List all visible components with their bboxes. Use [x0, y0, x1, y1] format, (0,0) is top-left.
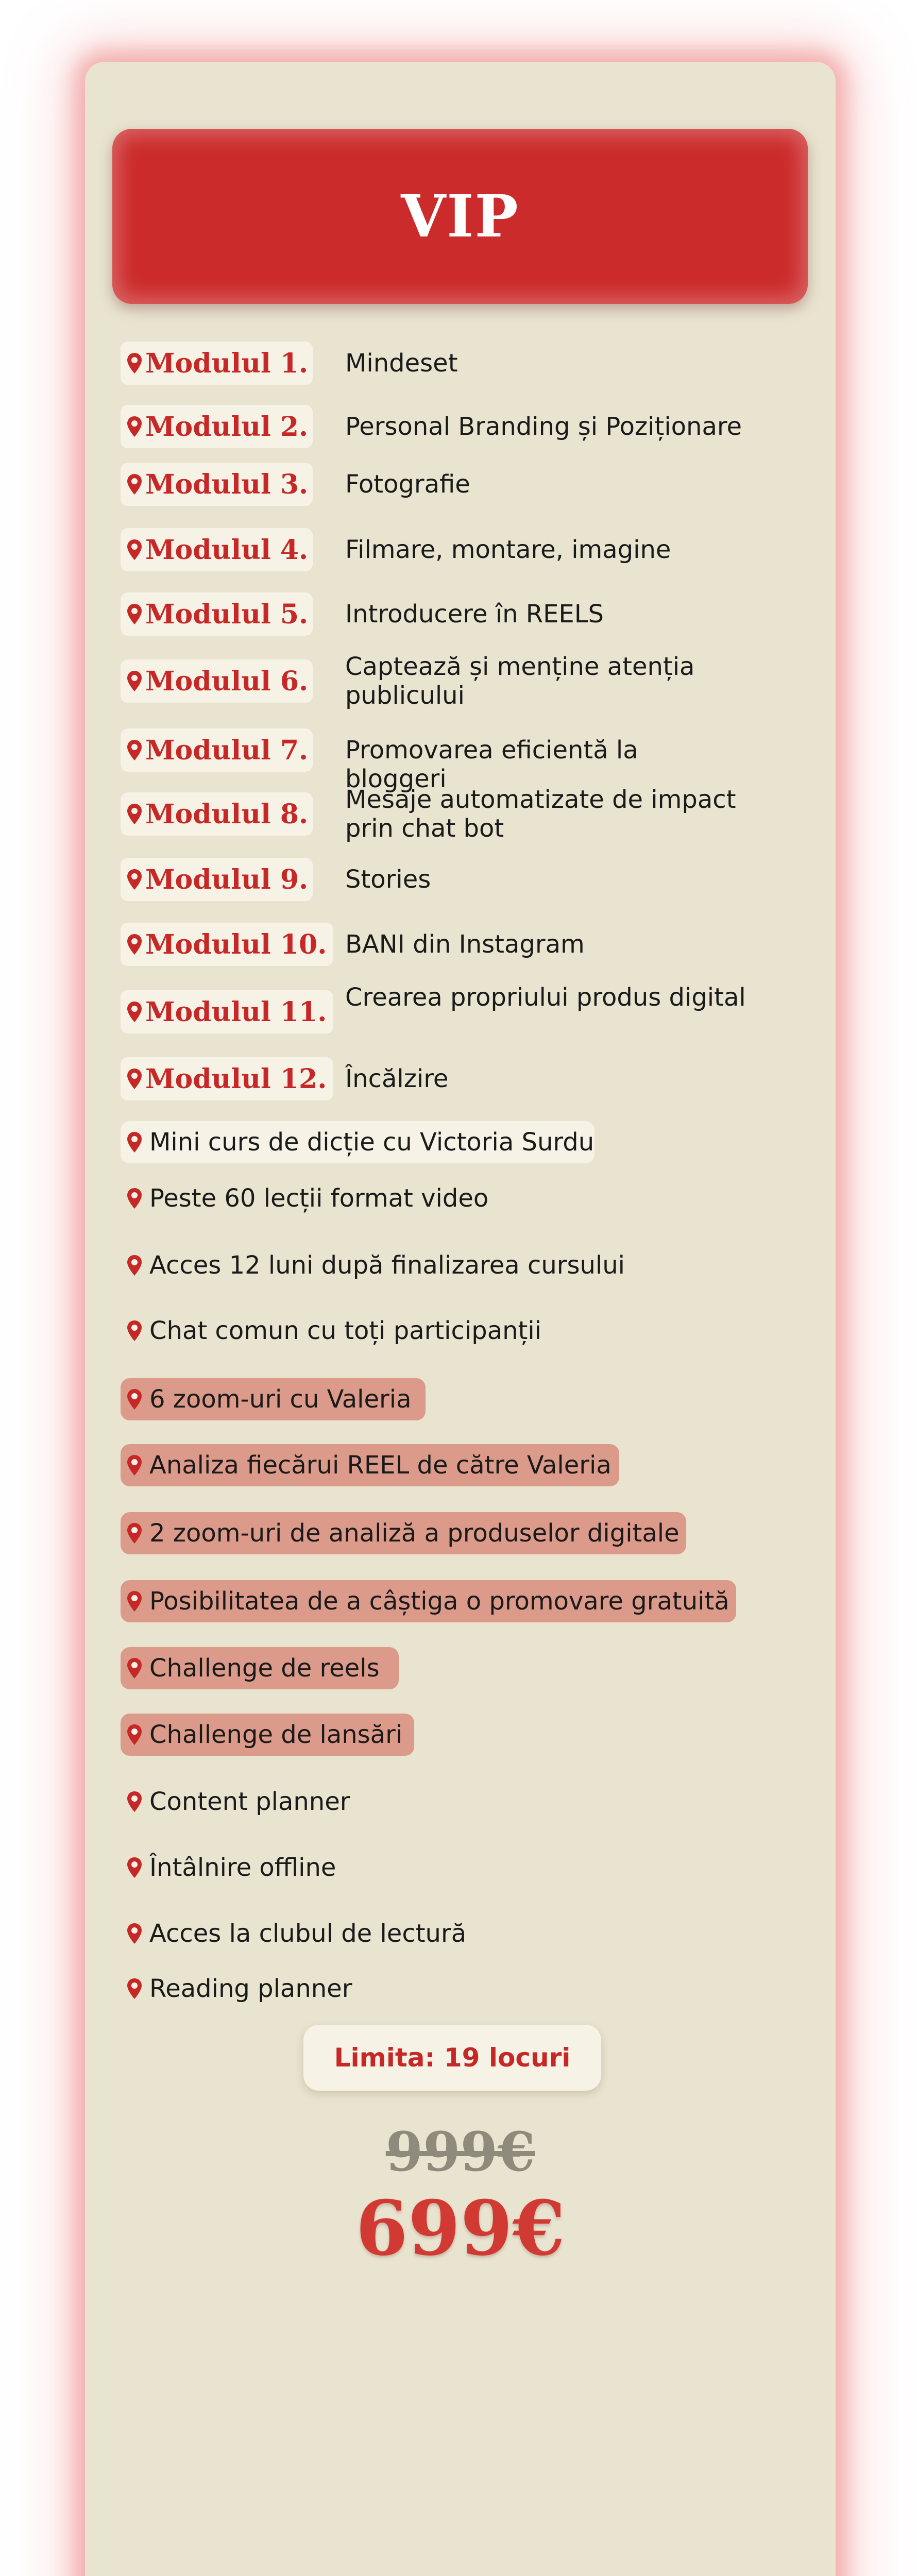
map-pin-icon [127, 739, 142, 761]
map-pin-icon [127, 1131, 142, 1153]
feature-text: Challenge de lansări [149, 1720, 403, 1749]
feature-item [121, 1714, 414, 1756]
feature-item [121, 1968, 366, 2010]
feature-item [121, 1781, 364, 1823]
new-price: 699€ [355, 2184, 565, 2273]
module-description: Introducere în REELS [345, 600, 604, 629]
map-pin-icon [127, 539, 142, 561]
map-pin-icon [127, 1657, 142, 1679]
module-description: Încălzire [345, 1064, 449, 1093]
feature-text: Challenge de reels [149, 1654, 380, 1683]
module-badge [121, 528, 313, 571]
module-description: BANI din Instagram [345, 930, 585, 959]
feature-item [121, 1244, 639, 1286]
map-pin-icon [127, 1454, 142, 1476]
map-pin-icon [127, 1068, 142, 1090]
module-description: Captează și menține atenția publicului [345, 652, 695, 710]
module-description: Mindeset [345, 349, 458, 378]
module-label: Modulul 4. [145, 534, 309, 566]
limit-badge: Limita: 19 locuri [303, 2025, 601, 2091]
module-label: Modulul 6. [145, 665, 309, 697]
map-pin-icon [127, 1255, 142, 1276]
map-pin-icon [127, 1320, 142, 1342]
module-badge [121, 463, 313, 506]
module-description: Stories [345, 865, 431, 894]
map-pin-icon [127, 803, 142, 825]
map-pin-icon [127, 1978, 142, 1999]
plan-title: VIP [401, 182, 519, 250]
feature-text: Posibilitatea de a câștiga o promovare gratuită [149, 1587, 729, 1616]
map-pin-icon [127, 934, 142, 955]
module-badge [121, 1057, 333, 1100]
module-label: Modulul 10. [145, 928, 327, 960]
module-badge [121, 923, 333, 966]
feature-text: Peste 60 lecții format video [149, 1184, 489, 1213]
feature-item [121, 1121, 595, 1163]
feature-text: Analiza fiecărui REEL de către Valeria [149, 1451, 612, 1480]
map-pin-icon [127, 670, 142, 692]
feature-text: 6 zoom-uri cu Valeria [149, 1385, 412, 1414]
feature-item [121, 1647, 399, 1689]
module-label: Modulul 9. [145, 863, 309, 895]
vip-plan-card [85, 62, 836, 2576]
plan-header [112, 129, 808, 304]
map-pin-icon [127, 869, 142, 890]
module-label: Modulul 1. [145, 347, 309, 379]
module-badge [121, 405, 313, 448]
module-label: Modulul 12. [145, 1063, 327, 1095]
module-description: Promovarea eficientă la bloggeri [345, 736, 638, 793]
module-description: Filmare, montare, imagine [345, 535, 671, 564]
module-badge [121, 728, 313, 772]
map-pin-icon [127, 603, 142, 625]
feature-item [121, 1912, 481, 1955]
module-badge [121, 858, 313, 901]
feature-item [121, 1512, 686, 1554]
module-badge [121, 792, 313, 836]
map-pin-icon [127, 1388, 142, 1410]
module-badge [121, 342, 313, 385]
feature-text: Reading planner [149, 1974, 352, 2003]
feature-text: Chat comun cu toți participanții [149, 1316, 542, 1345]
module-label: Modulul 8. [145, 798, 309, 830]
map-pin-icon [127, 1724, 142, 1745]
map-pin-icon [127, 1590, 142, 1612]
feature-text: 2 zoom-uri de analiză a produselor digitale [149, 1519, 680, 1548]
feature-item [121, 1177, 503, 1219]
module-description: Crearea propriului produs digital [345, 983, 746, 1012]
feature-text: Acces la clubul de lectură [149, 1919, 467, 1948]
module-label: Modulul 11. [145, 996, 327, 1028]
feature-item [121, 1846, 350, 1889]
map-pin-icon [127, 352, 142, 374]
module-label: Modulul 2. [145, 411, 309, 443]
module-badge [121, 592, 313, 636]
map-pin-icon [127, 1188, 142, 1209]
feature-item [121, 1378, 426, 1420]
feature-text: Acces 12 luni după finalizarea cursului [149, 1251, 625, 1280]
module-description: Fotografie [345, 470, 470, 499]
map-pin-icon [127, 1522, 142, 1544]
module-label: Modulul 3. [145, 468, 309, 500]
feature-text: Content planner [149, 1787, 350, 1816]
module-badge [121, 659, 313, 703]
feature-text: Mini curs de dicție cu Victoria Surdu [149, 1128, 595, 1157]
map-pin-icon [127, 416, 142, 437]
module-description: Personal Branding și Poziționare [345, 412, 742, 441]
module-label: Modulul 5. [145, 598, 309, 630]
old-price: 999€ [385, 2120, 535, 2183]
feature-item [121, 1310, 556, 1352]
map-pin-icon [127, 1857, 142, 1878]
map-pin-icon [127, 473, 142, 495]
feature-item [121, 1444, 619, 1486]
feature-text: Întâlnire offline [149, 1853, 336, 1882]
map-pin-icon [127, 1001, 142, 1023]
map-pin-icon [127, 1923, 142, 1944]
module-label: Modulul 7. [145, 734, 309, 766]
feature-item [121, 1580, 736, 1622]
module-description: Mesaje automatizate de impact prin chat bot [345, 785, 736, 843]
module-badge [121, 990, 333, 1033]
map-pin-icon [127, 1791, 142, 1812]
